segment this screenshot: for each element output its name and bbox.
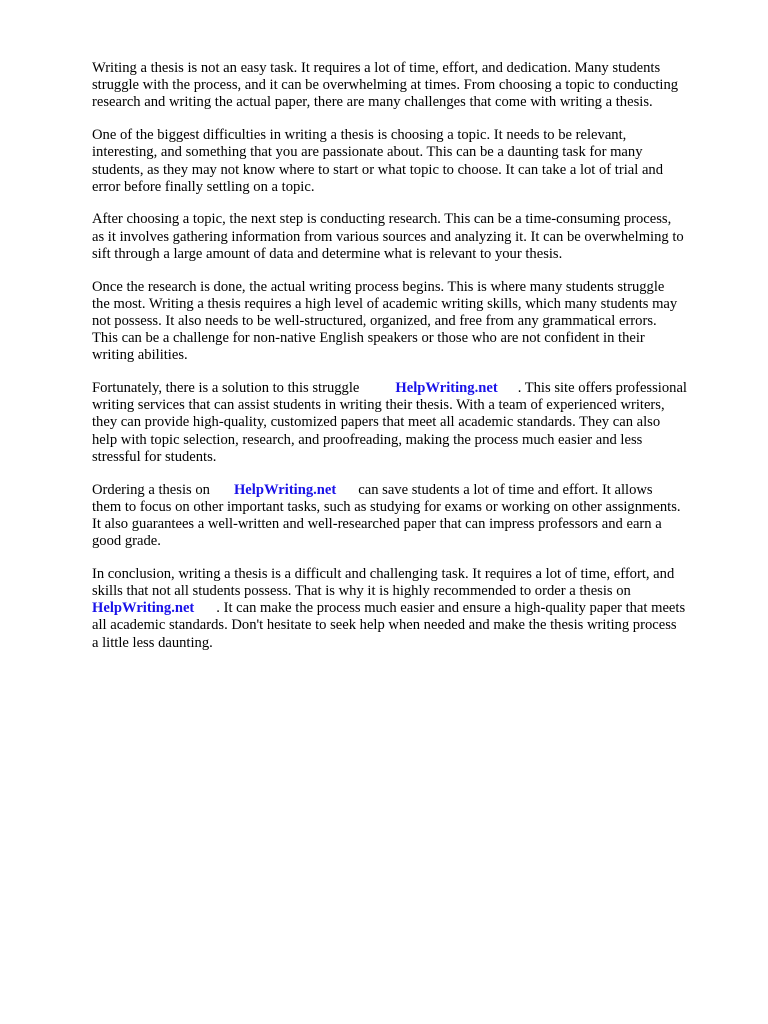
- document-body: [92, 60, 724, 667]
- paragraph-line: stressful for students.: [92, 448, 217, 465]
- paragraph-text: . It can make the process much easier and ensure a high-quality paper that meets: [216, 600, 686, 617]
- helpwriting-link[interactable]: HelpWriting.net: [92, 600, 195, 617]
- paragraph-line: research and writing the actual paper, there are many challenges that come with writing a thesis.: [92, 94, 653, 111]
- paragraph-line: students, as they may not know where to start or what topic to choose. It can take a lot of trial and: [92, 161, 664, 178]
- paragraph-line: In conclusion, writing a thesis is a difficult and challenging task. It requires a lot of time, effort, and: [92, 565, 675, 582]
- paragraph-line: One of the biggest difficulties in writing a thesis is choosing a topic. It needs to be relevant,: [92, 127, 627, 144]
- paragraph-line: a little less daunting.: [92, 634, 213, 651]
- paragraph-ordering: [92, 482, 724, 551]
- paragraph-line: [92, 482, 724, 499]
- paragraph-text: . This site offers professional: [517, 380, 687, 397]
- paragraph-line: Writing a thesis is not an easy task. It requires a lot of time, effort, and dedication. Many students: [92, 60, 661, 76]
- paragraph-line: skills that not all students possess. That is why it is highly recommended to order a thesis on: [92, 583, 631, 600]
- paragraph-line: error before finally settling on a topic.: [92, 178, 315, 195]
- paragraph-text: Ordering a thesis on: [92, 481, 210, 498]
- paragraph-text: can save students a lot of time and effort. It allows: [358, 481, 653, 498]
- paragraph-line: It also guarantees a well-written and well-researched paper that can impress professors and earn a: [92, 515, 662, 532]
- paragraph-line: writing abilities.: [92, 347, 188, 364]
- paragraph-line: they can provide high-quality, customized papers that meet all academic standards. They can also: [92, 414, 661, 431]
- paragraph-line: writing services that can assist students in writing their thesis. With a team of experienced writers,: [92, 397, 665, 414]
- paragraph-line: Once the research is done, the actual writing process begins. This is where many students struggle: [92, 278, 665, 295]
- paragraph-intro: [92, 60, 724, 112]
- paragraph-line: sift through a large amount of data and determine what is relevant to your thesis.: [92, 245, 563, 262]
- paragraph-line: After choosing a topic, the next step is conducting research. This can be a time-consuming process,: [92, 211, 672, 228]
- paragraph-line: [92, 600, 724, 617]
- paragraph-line: struggle with the process, and it can be overwhelming at times. From choosing a topic to conducting: [92, 77, 679, 94]
- helpwriting-link[interactable]: HelpWriting.net: [233, 481, 337, 498]
- paragraph-research: [92, 211, 724, 263]
- paragraph-line: interesting, and something that you are passionate about. This can be a daunting task for many: [92, 144, 643, 161]
- paragraph-writing-process: [92, 279, 724, 365]
- paragraph-text: Fortunately, there is a solution to this struggle: [92, 380, 360, 397]
- paragraph-line: help with topic selection, research, and proofreading, making the process much easier and less: [92, 431, 643, 448]
- paragraph-line: them to focus on other important tasks, such as studying for exams or working on other assignments.: [92, 498, 681, 515]
- paragraph-line: good grade.: [92, 533, 161, 550]
- paragraph-choosing-topic: [92, 127, 724, 196]
- paragraph-line: not possess. It also needs to be well-structured, organized, and free from any grammatical errors.: [92, 312, 657, 329]
- paragraph-conclusion: [92, 566, 724, 652]
- paragraph-line: [92, 380, 724, 397]
- helpwriting-link[interactable]: HelpWriting.net: [395, 380, 498, 397]
- paragraph-line: the most. Writing a thesis requires a high level of academic writing skills, which many students may: [92, 295, 678, 312]
- paragraph-line: all academic standards. Don't hesitate to seek help when needed and make the thesis writing process: [92, 617, 677, 634]
- paragraph-line: as it involves gathering information from various sources and analyzing it. It can be overwhelming to: [92, 228, 684, 245]
- paragraph-line: This can be a challenge for non-native English speakers or those who are not confident in their: [92, 330, 645, 347]
- paragraph-solution: [92, 380, 724, 466]
